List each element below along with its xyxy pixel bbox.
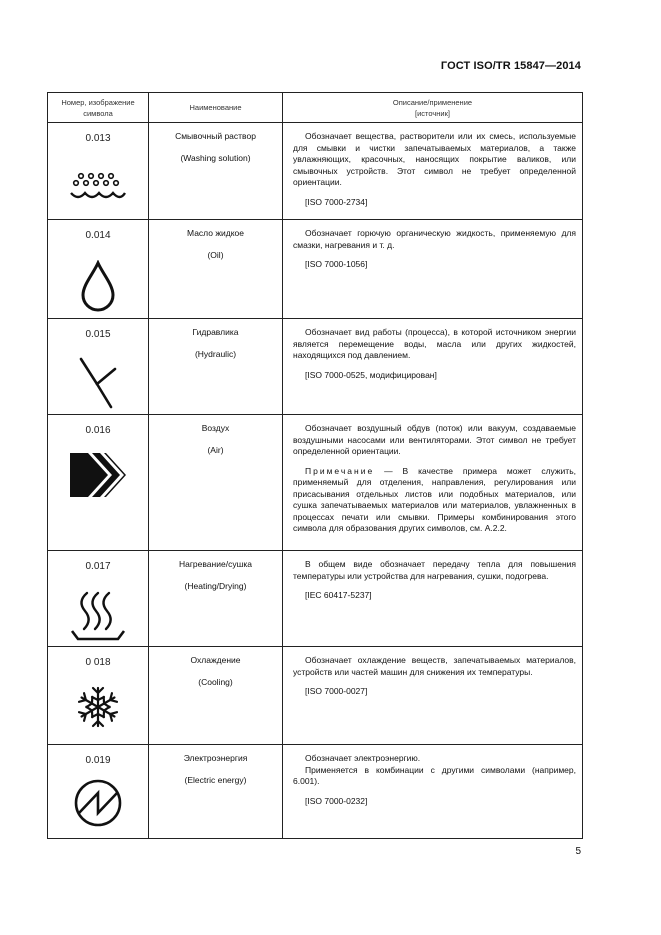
symbol-name-en: (Electric energy) [184, 775, 247, 785]
symbol-code: 0.014 [85, 230, 111, 241]
symbol-description: Обозначает воздушный обдув (поток) или вакуум, создаваемые воздушными насосами или вентиляторами. Этот символ не требует определенной ориентации. [293, 423, 576, 456]
symbol-source: [ISO 7000-1056] [305, 259, 368, 269]
symbol-cell [48, 123, 149, 220]
symbol-note [293, 466, 576, 535]
description-cell [283, 745, 583, 839]
table-row [48, 220, 583, 319]
name-cell [149, 745, 283, 839]
symbol-name-en: (Washing solution) [180, 153, 251, 163]
description-cell [283, 123, 583, 220]
symbol-name-ru: Гидравлика [192, 327, 239, 337]
column-header-name: Наименование [149, 93, 283, 123]
symbol-name-en: (Oil) [207, 250, 224, 260]
note-text: — В качестве примера может служить, применяемый для отделения, направления, регулирования или присасывания отдельных листов или подобных материалов, или сушка запечатываемых материалов или материалов, увлажненных в процессах печати или смывки. Примеры комбинирования этого символа для образования других символов, см. А.2.2. [293, 465, 576, 533]
hydraulic-icon [76, 355, 120, 411]
name-cell [149, 220, 283, 319]
note-label: Примечание [305, 465, 375, 476]
name-cell [149, 123, 283, 220]
description-cell [283, 415, 583, 551]
heating-drying-icon [70, 587, 126, 643]
symbol-name-ru: Охлаждение [190, 655, 241, 665]
name-cell [149, 647, 283, 745]
symbols-table [47, 92, 583, 839]
table-row [48, 123, 583, 220]
symbol-description: Обозначает вид работы (процесса), в которой источником энергии является перемещение воды, масла или других жидкостей, находящихся под давлением. [293, 327, 576, 360]
symbol-name-ru: Масло жидкое [187, 228, 244, 238]
symbol-name-ru: Нагревание/сушка [178, 559, 253, 569]
description-cell [283, 319, 583, 415]
cooling-snowflake-icon [76, 685, 120, 729]
column-header-description [283, 93, 583, 123]
table-header-row [48, 93, 583, 123]
description-cell [283, 647, 583, 745]
symbol-cell [48, 647, 149, 745]
column-header-description-title: Описание/применение [392, 97, 473, 107]
symbol-description-extra: Применяется в комбинации с другими символами (например, 6.001). [293, 764, 576, 786]
symbol-source: [ISO 7000-2734] [305, 196, 368, 207]
symbol-name-en: (Hydraulic) [194, 349, 237, 359]
table-row [48, 319, 583, 415]
symbol-source: [IEC 60417-5237] [305, 590, 372, 600]
symbol-name-en: (Cooling) [198, 677, 233, 687]
description-cell [283, 551, 583, 647]
air-icon [66, 443, 130, 507]
symbol-code: 0.013 [85, 133, 111, 144]
column-header-description-source: [источник] [415, 108, 450, 118]
symbol-description: В общем виде обозначает передачу тепла для повышения температуры или устройства для нагревания, сушки, подогрева. [293, 559, 576, 581]
table-row [48, 745, 583, 839]
table-row [48, 551, 583, 647]
symbol-description: Обозначает электроэнергию. [305, 753, 421, 763]
symbol-name-ru: Смывочный раствор [175, 131, 256, 141]
column-header-number: Номер, изображение символа [48, 93, 149, 123]
symbol-code: 0.016 [85, 425, 111, 436]
document-standard-header: ГОСТ ISO/TR 15847—2014 [440, 60, 581, 72]
symbol-name-ru: Электроэнергия [183, 753, 248, 763]
symbol-code: 0.015 [85, 329, 111, 340]
symbol-cell [48, 551, 149, 647]
symbol-source: [ISO 7000-0232] [305, 795, 368, 806]
table-row [48, 415, 583, 551]
symbol-name-ru: Воздух [201, 423, 230, 433]
symbol-code: 0 018 [85, 657, 111, 668]
page-number: 5 [575, 846, 581, 857]
symbol-code: 0.019 [85, 755, 111, 766]
name-cell [149, 319, 283, 415]
name-cell [149, 551, 283, 647]
name-cell [149, 415, 283, 551]
electric-energy-icon [72, 777, 124, 829]
symbol-cell [48, 319, 149, 415]
table-row [48, 647, 583, 745]
symbol-description: Обозначает вещества, растворители или их смесь, используемые для смывки и чистки запечатываемых материалов, а также увлажняющих, красочных, наносящих покрытие валиков, или смывочных устройств. Этот символ не требует определенной ориентации. [293, 131, 576, 187]
symbol-cell [48, 745, 149, 839]
symbol-description: Обозначает горючую органическую жидкость, применяемую для смазки, нагревания и т. д. [293, 228, 576, 250]
symbol-description: Обозначает охлаждение веществ, запечатываемых материалов, устройств или частей машин для снижения их температуры. [293, 655, 576, 677]
symbol-cell [48, 415, 149, 551]
washing-solution-icon [68, 171, 128, 203]
description-cell [283, 220, 583, 319]
symbol-code: 0.017 [85, 561, 111, 572]
symbol-name-en: (Heating/Drying) [184, 581, 247, 591]
symbol-source: [ISO 7000-0525, модифицирован] [305, 369, 437, 380]
symbol-source: [ISO 7000-0027] [305, 686, 368, 696]
symbol-cell [48, 220, 149, 319]
oil-drop-icon [78, 260, 118, 312]
symbol-name-en: (Air) [207, 445, 224, 455]
